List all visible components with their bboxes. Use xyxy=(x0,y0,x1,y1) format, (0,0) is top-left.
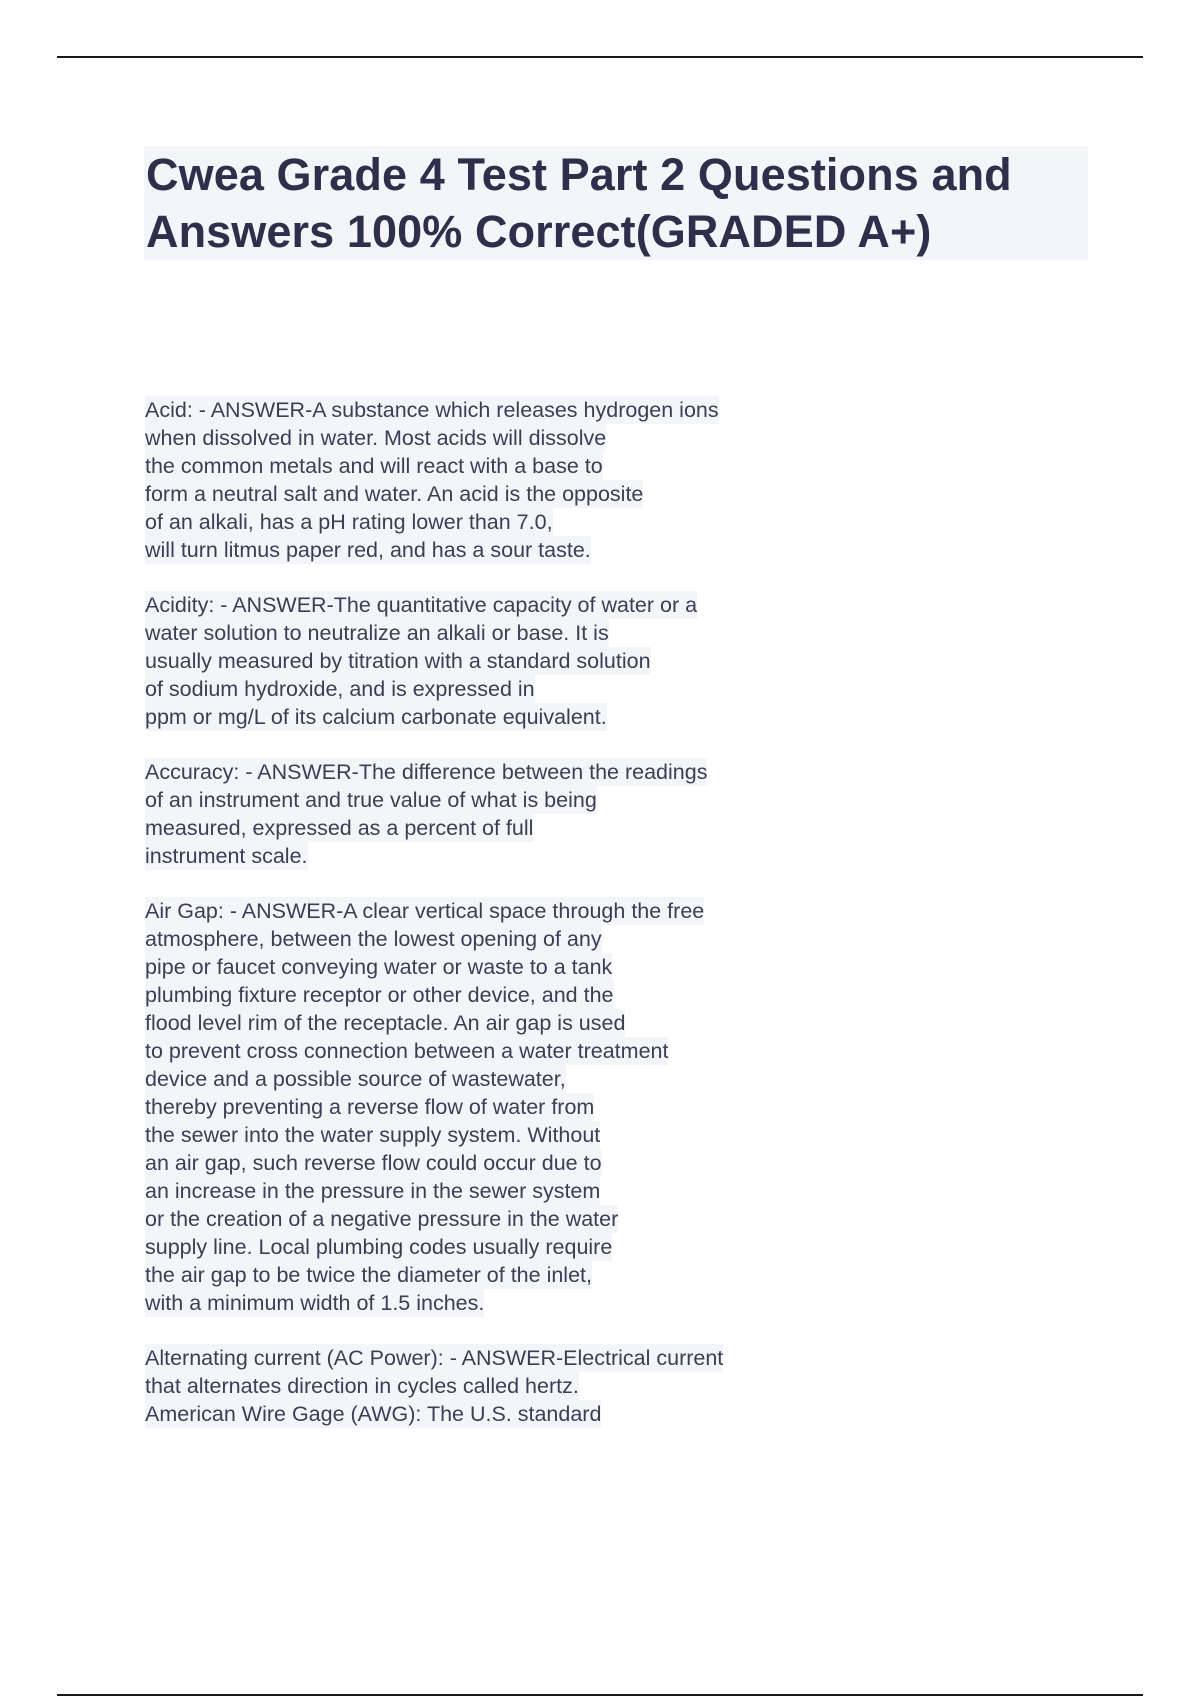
bottom-rule xyxy=(57,1694,1143,1696)
entry-line: to prevent cross connection between a water treatment xyxy=(145,1039,669,1063)
entry-line: atmosphere, between the lowest opening of any xyxy=(145,927,602,951)
entry-line: form a neutral salt and water. An acid is the opposite xyxy=(145,482,644,506)
entry-line: of an alkali, has a pH rating lower than 7.0, xyxy=(145,510,553,534)
entry-line: device and a possible source of wastewater, xyxy=(145,1067,566,1091)
qa-entry-acidity xyxy=(145,591,865,731)
qa-entry-accuracy xyxy=(145,758,865,870)
title-line: Cwea Grade 4 Test Part 2 Questions and xyxy=(144,146,1088,203)
qa-entry-alternating-current xyxy=(145,1344,865,1428)
entry-line: thereby preventing a reverse flow of water from xyxy=(145,1095,595,1119)
entry-line: Acidity: - ANSWER-The quantitative capacity of water or a xyxy=(145,593,698,617)
top-rule xyxy=(57,56,1143,58)
entry-line: instrument scale. xyxy=(145,844,308,868)
entry-line: of an instrument and true value of what is being xyxy=(145,788,597,812)
entry-line: usually measured by titration with a standard solution xyxy=(145,649,651,673)
entry-line: the air gap to be twice the diameter of the inlet, xyxy=(145,1263,592,1287)
entry-line: pipe or faucet conveying water or waste to a tank xyxy=(145,955,613,979)
document-title xyxy=(144,146,1088,260)
entry-line: flood level rim of the receptacle. An air gap is used xyxy=(145,1011,626,1035)
entry-line: measured, expressed as a percent of full xyxy=(145,816,534,840)
entry-line: or the creation of a negative pressure in the water xyxy=(145,1207,619,1231)
entry-line: an increase in the pressure in the sewer system xyxy=(145,1179,601,1203)
entry-line: Accuracy: - ANSWER-The difference between the readings xyxy=(145,760,708,784)
qa-entry-air-gap xyxy=(145,897,865,1317)
entry-line: Air Gap: - ANSWER-A clear vertical space through the free xyxy=(145,899,705,923)
entry-line: Alternating current (AC Power): - ANSWER-Electrical current xyxy=(145,1346,724,1370)
entry-line: Acid: - ANSWER-A substance which releases hydrogen ions xyxy=(145,398,719,422)
entry-line: of sodium hydroxide, and is expressed in xyxy=(145,677,535,701)
entry-line: that alternates direction in cycles called hertz. xyxy=(145,1374,579,1398)
entry-line: with a minimum width of 1.5 inches. xyxy=(145,1291,485,1315)
entry-line: water solution to neutralize an alkali or base. It is xyxy=(145,621,609,645)
title-line: Answers 100% Correct(GRADED A+) xyxy=(144,203,1088,260)
entry-line: the common metals and will react with a base to xyxy=(145,454,603,478)
entry-line: when dissolved in water. Most acids will dissolve xyxy=(145,426,607,450)
entry-line: an air gap, such reverse flow could occur due to xyxy=(145,1151,602,1175)
entry-line: ppm or mg/L of its calcium carbonate equivalent. xyxy=(145,705,607,729)
entry-line: plumbing fixture receptor or other device, and the xyxy=(145,983,614,1007)
entry-line: the sewer into the water supply system. Without xyxy=(145,1123,601,1147)
qa-entries xyxy=(145,396,865,1455)
qa-entry-acid xyxy=(145,396,865,564)
entry-line: supply line. Local plumbing codes usually require xyxy=(145,1235,613,1259)
entry-line: will turn litmus paper red, and has a sour taste. xyxy=(145,538,591,562)
entry-line: American Wire Gage (AWG): The U.S. standard xyxy=(145,1402,602,1426)
